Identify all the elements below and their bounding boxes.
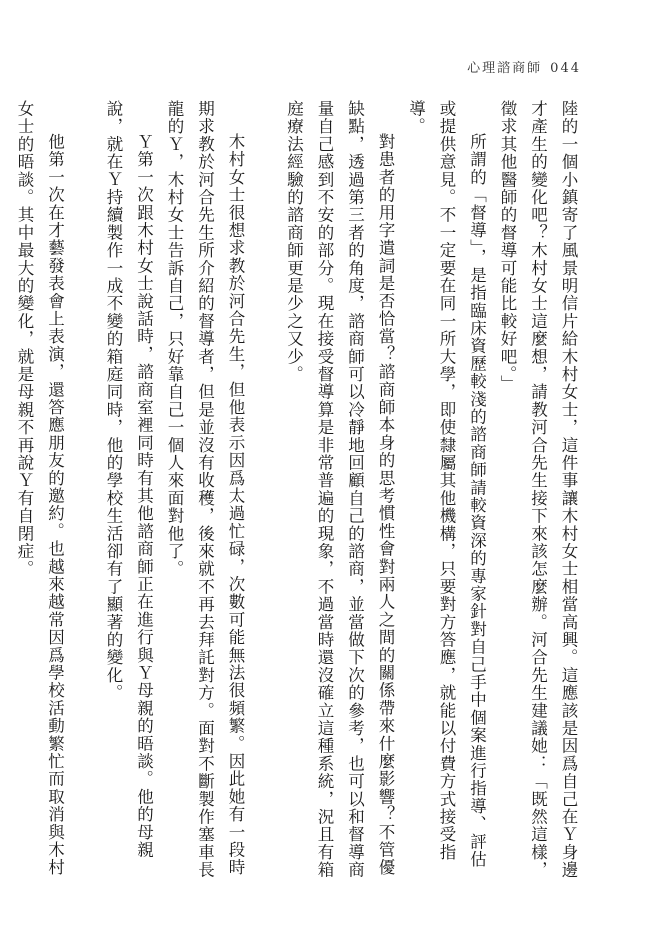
paragraph-y-first-talk: Ｙ第一次跟木村女士說話時，諮商室裡同時有其他諮商師正在進行與Ｙ母親的晤談。他的母親說，就在Ｙ持續製作一成不變的箱庭同時，他的學校生活卻有了顯著的變化。 [104, 100, 154, 859]
paragraph-continuation: 陸的一個小鎮寄了風景明信片給木村女士，這件事讓木村女士相當高興。這應該是因爲自己在Ｙ身邊才產生的變化吧？木村女士這麼想，請教河合先生接下來該怎麼辦。河合先生建議她：「既然這樣，徵求其他醫師的督導可能比較好吧。」 [498, 100, 578, 879]
book-title: 心理諮商師 [467, 61, 543, 76]
running-header [467, 57, 581, 76]
paragraph-supervision-definition: 所謂的「督導」，是指臨床資歷較淺的諮商師請較資深的專家針對自己手中個案進行指導、評估或提供意見。不一定要在同一所大學，即使隸屬其他機構，只要對方答應，就能以付費方式接受指導。 [406, 100, 487, 869]
page-number: 044 [550, 61, 581, 76]
paragraph-kimura-seeks-help: 木村女士很想求教於河合先生，但他表示因爲太過忙碌，次數可能無法很頻繁。因此她有一段時期求教於河合先生所介紹的督導者，但是並沒有收穫，後來就不再去拜託對方。面對不斷製作塞車長龍的Ｙ，木村女士告訴自己，只好靠自己一個人來面對他了。 [165, 100, 245, 879]
paragraph-y-changes: 他第一次在才藝發表會上表演，還答應朋友的邀約。也越來越常因爲學校活動繁忙而取消與木村女士的晤談。其中最大的變化，就是母親不再說Ｙ有自閉症。 [15, 100, 65, 877]
paragraph-supervision-benefits: 對患者的用字遣詞是否恰當？諮商師本身的思考慣性會對兩人之間的關係帶來什麼影響？不管優缺點，透過第三者的角度，諮商師可以冷靜地回顧自己的諮商，並當做下次的參考，也可以和督導商量自己感到不安的部分。現在接受督導算是非常普遍的現象，不過當時還沒確立這種系統，況且有箱庭療法經驗的諮商師更是少之又少。 [284, 100, 395, 879]
body-text [9, 100, 584, 880]
